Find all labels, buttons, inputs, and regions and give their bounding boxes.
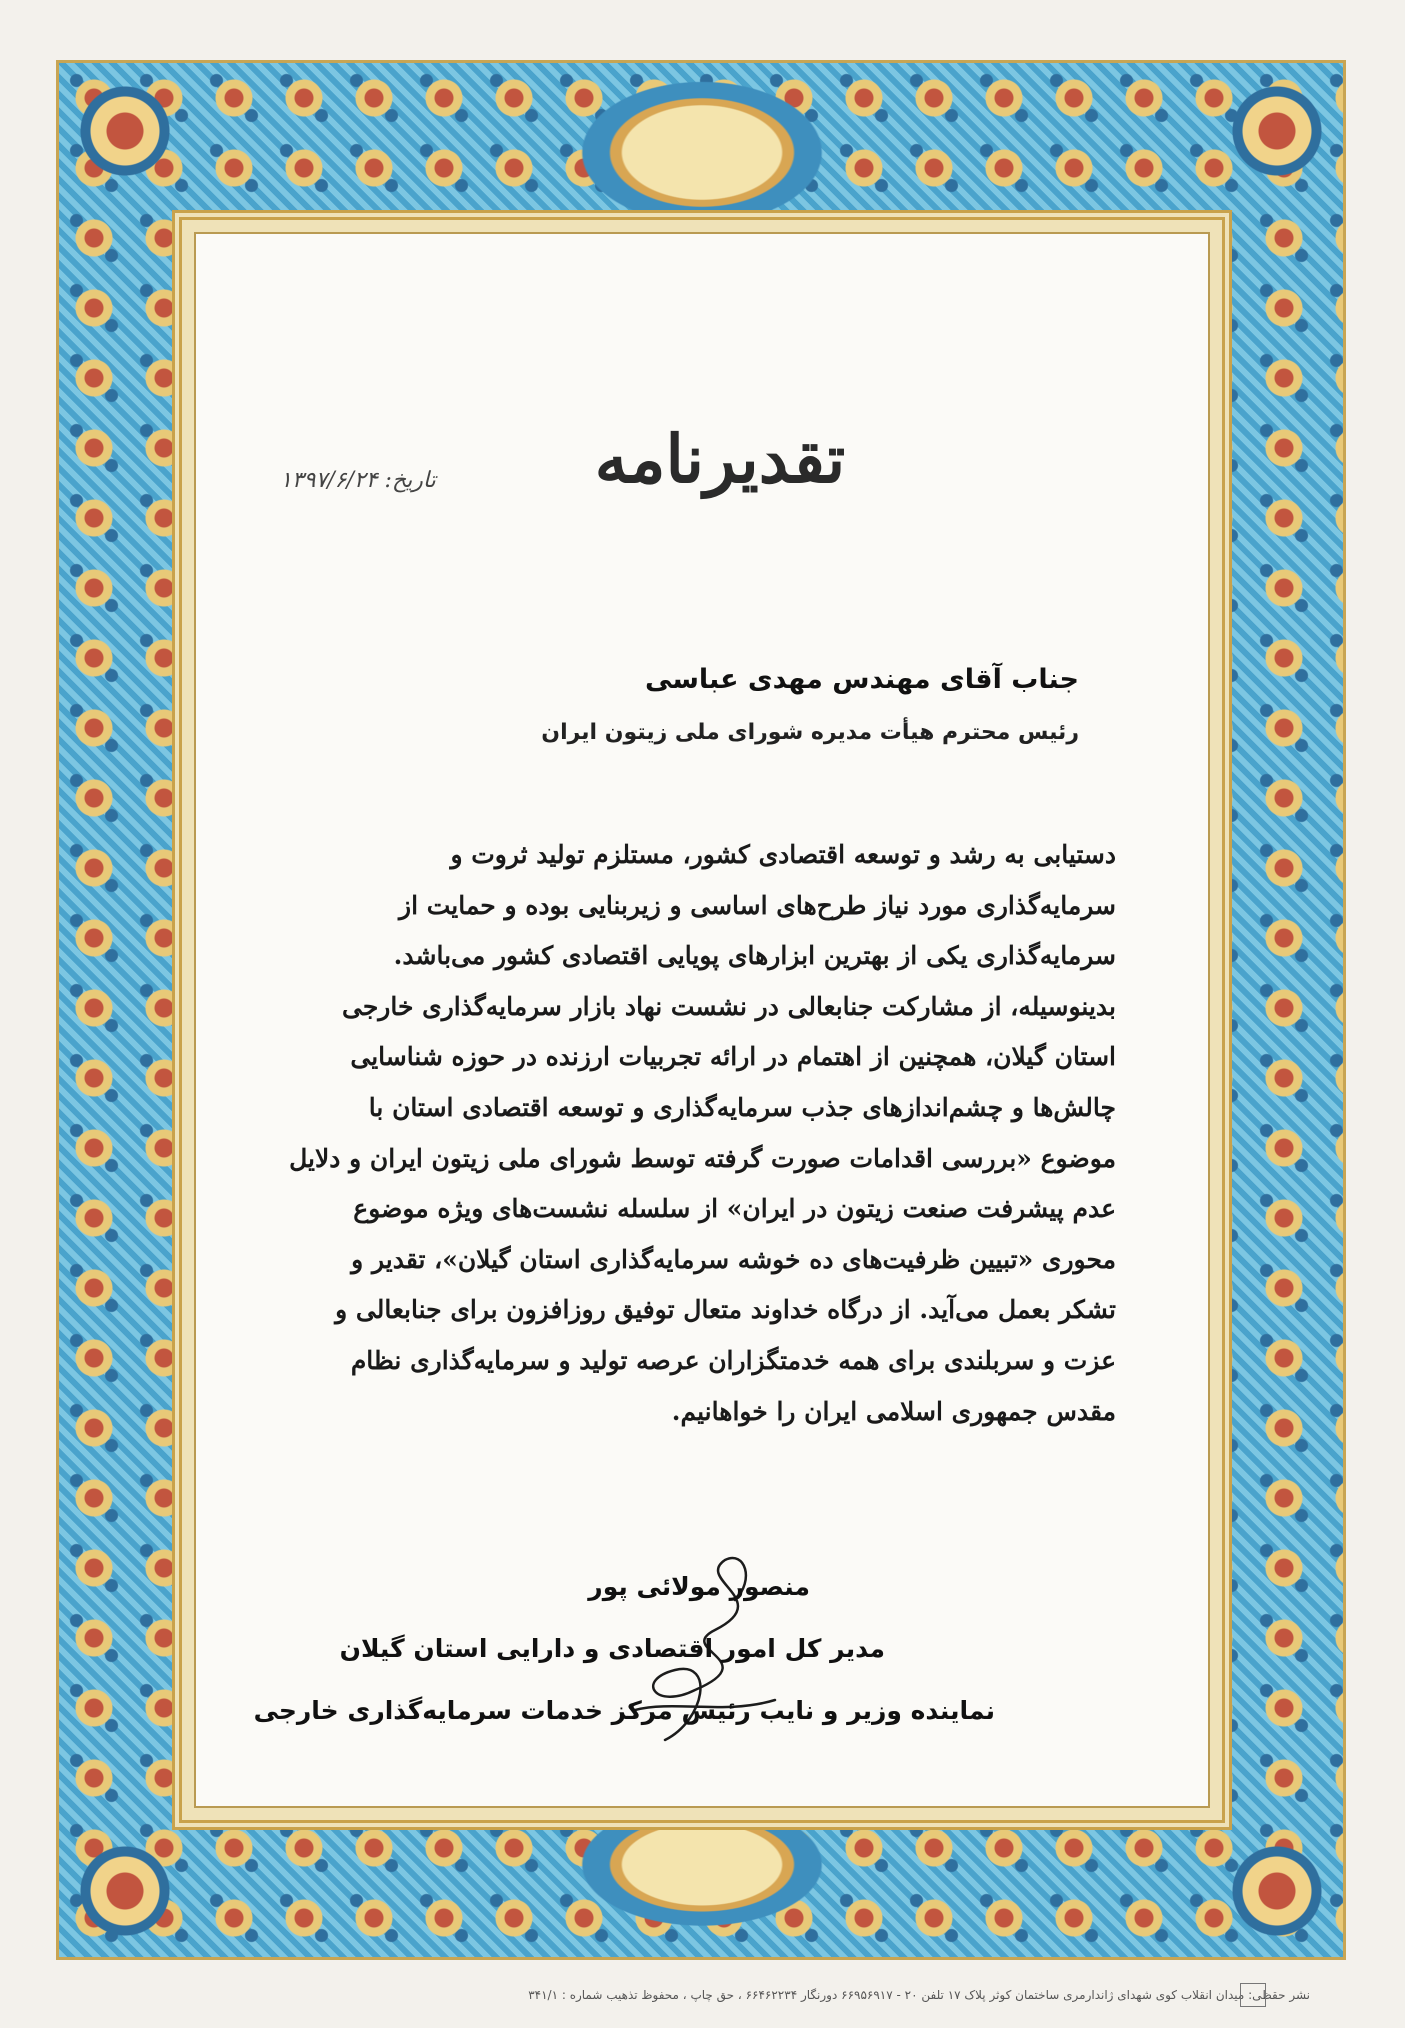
recipient-name: جناب آقای مهندس مهدی عباسی	[645, 664, 1079, 695]
date-label: تاریخ:	[384, 468, 436, 493]
certificate-title: تقدیرنامه	[594, 420, 846, 498]
print-footer: نشر حقظی: میدان انقلاب کوی شهدای ژاندارمری ساختمان کوثر پلاک ۱۷ تلفن ۲۰ - ۶۶۹۵۶۹۱۷ دورنگار ۶۶۴۶۲۲۳۴ ، حق چاپ ، محفوظ تذهیب شماره : ۳۴۱/۱	[528, 1988, 1310, 2002]
body-line: موضوع «بررسی اقدامات صورت گرفته توسط شورای ملی زیتون ایران و دلایل	[289, 1143, 1116, 1173]
corner-ornament-top-left	[70, 76, 180, 186]
date-value: ۱۳۹۷/۶/۲۴	[280, 468, 378, 493]
recipient-title: رئیس محترم هیأت مدیره شورای ملی زیتون ایران	[541, 720, 1079, 745]
date-line	[280, 468, 480, 493]
signatory-role: مدیر کل امور اقتصادی و دارایی استان گیلان	[339, 1634, 885, 1663]
body-line: عزت و سربلندی برای همه خدمتگزاران عرصه تولید و سرمایه‌گذاری نظام	[350, 1345, 1116, 1375]
corner-ornament-bottom-right	[1222, 1836, 1332, 1946]
top-medallion-ornament	[562, 70, 842, 220]
body-line: محوری «تبیین ظرفیت‌های ده خوشه سرمایه‌گذاری استان گیلان»، تقدیر و	[351, 1244, 1116, 1274]
body-line: سرمایه‌گذاری یکی از بهترین ابزارهای پویایی اقتصادی کشور می‌باشد.	[393, 941, 1116, 971]
body-line: تشکر بعمل می‌آید. از درگاه خداوند متعال توفیق روزافزون برای جنابعالی و	[335, 1295, 1116, 1325]
body-line: استان گیلان، همچنین از اهتمام در ارائه تجربیات ارزنده در حوزه شناسایی	[350, 1042, 1116, 1072]
corner-ornament-top-right	[1222, 76, 1332, 186]
signatory-role-secondary: نماینده وزیر و نایب رئیس مرکز خدمات سرمایه‌گذاری خارجی	[253, 1696, 995, 1725]
body-line: چالش‌ها و چشم‌اندازهای جذب سرمایه‌گذاری و توسعه اقتصادی استان با	[368, 1092, 1116, 1122]
body-line: سرمایه‌گذاری مورد نیاز طرح‌های اساسی و زیربنایی بوده و حمایت از	[399, 890, 1116, 920]
publisher-logo-icon	[1240, 1983, 1266, 2007]
body-line: بدینوسیله، از مشارکت جنابعالی در نشست نهاد بازار سرمایه‌گذاری خارجی	[342, 991, 1116, 1021]
body-line: مقدس جمهوری اسلامی ایران را خواهانیم.	[671, 1396, 1116, 1426]
corner-ornament-bottom-left	[70, 1836, 180, 1946]
body-line: عدم پیشرفت صنعت زیتون در ایران» از سلسله نشست‌های ویژه موضوع	[353, 1194, 1116, 1224]
body-line: دستیابی به رشد و توسعه اقتصادی کشور، مستلزم تولید ثروت و	[450, 840, 1116, 869]
certificate-body	[268, 830, 1116, 1437]
signatory-name: منصور مولائی پور	[588, 1572, 810, 1601]
